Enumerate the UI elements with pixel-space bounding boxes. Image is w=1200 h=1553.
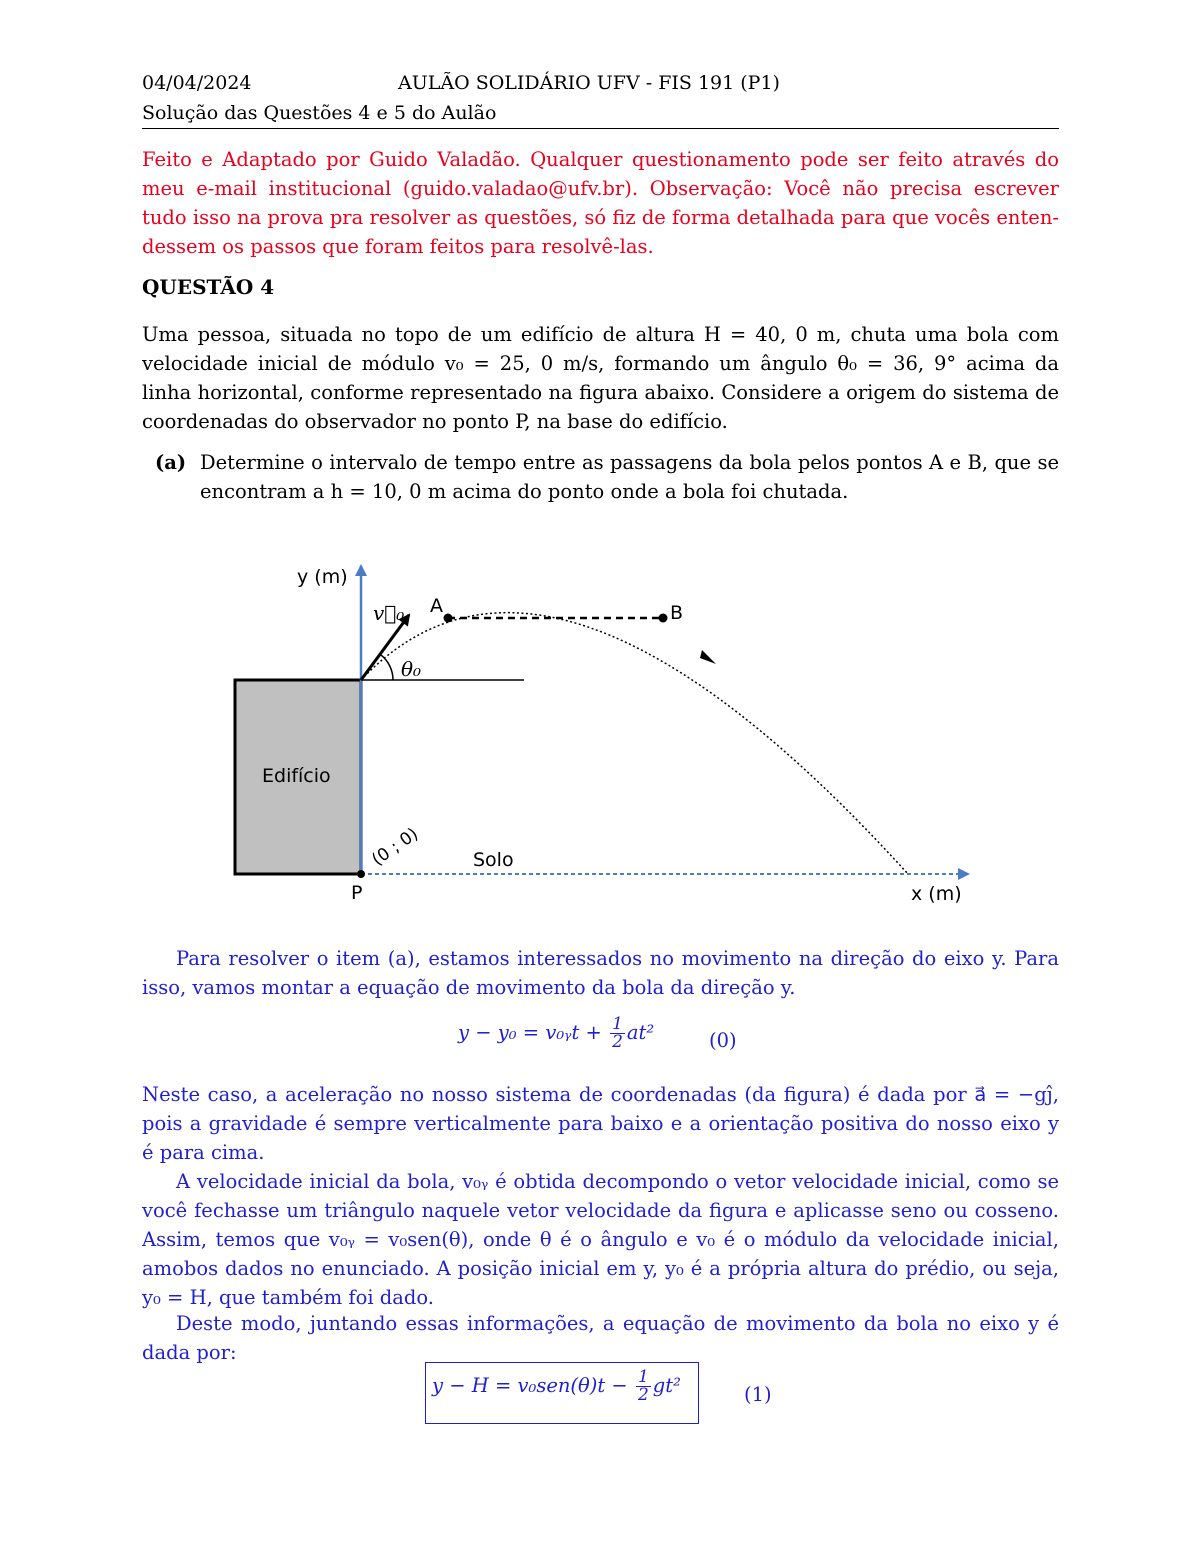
solution-paragraph-1	[142, 944, 1059, 1002]
header-subtitle: Solução das Questões 4 e 5 do Aulão	[142, 102, 497, 124]
intro-line: dessem os passos que foram feitos para resolvê-las.	[142, 235, 654, 258]
question-line: velocidade inicial de módulo v₀ = 25, 0 m/s, formando um ângulo θ₀ = 36, 9° acima da	[142, 352, 1059, 375]
eq1-left: y − H = v₀sen(θ)t −	[432, 1374, 628, 1397]
solution-line: você fechasse um triângulo naquele vetor velocidade da figura e aplicasse seno ou cosseno.	[142, 1199, 1059, 1222]
point-a-label: A	[430, 595, 443, 617]
question-line: coordenadas do observador no ponto P, na base do edifício.	[142, 410, 728, 433]
eq0-frac-num: 1	[612, 1014, 623, 1034]
solution-paragraph-3	[142, 1167, 1059, 1312]
intro-line: meu e-mail institucional (guido.valadao@ufv.br). Observação: Você não precisa escrever	[142, 177, 1059, 200]
solution-line: amobos dados no enunciado. A posição inicial em y, y₀ é a própria altura do prédio, ou seja,	[142, 1257, 1059, 1280]
item-a-label: (a)	[155, 451, 187, 474]
eq0-right: at²	[626, 1021, 655, 1044]
point-p-label: P	[351, 882, 363, 904]
equation-1-number: (1)	[744, 1383, 772, 1406]
eq0-left: y − y₀ = v₀ᵧt +	[458, 1021, 602, 1044]
intro-line: Feito e Adaptado por Guido Valadão. Qualquer questionamento pode ser feito através do	[142, 148, 1059, 171]
point-b-label: B	[670, 602, 684, 624]
question-line: linha horizontal, conforme representado na figura abaixo. Considere a origem do sistema de	[142, 381, 1059, 404]
eq0-fraction	[610, 1016, 625, 1051]
equation-1	[432, 1369, 681, 1404]
solution-line: pois a gravidade é sempre verticalmente para baixo e a orientação positiva do nosso eixo y	[142, 1112, 1059, 1135]
item-a-line: encontram a h = 10, 0 m acima do ponto onde a bola foi chutada.	[200, 480, 849, 503]
question-title: QUESTÃO 4	[142, 275, 275, 299]
equation-0-number: (0)	[709, 1029, 737, 1052]
solution-paragraph-2	[142, 1080, 1059, 1167]
solution-line: isso, vamos montar a equação de movimento da bola da direção y.	[142, 976, 796, 999]
item-a-line: Determine o intervalo de tempo entre as passagens da bola pelos pontos A e B, que se	[200, 451, 1059, 474]
header-date: 04/04/2024	[142, 72, 252, 94]
solution-line: Deste modo, juntando essas informações, a equação de movimento da bola no eixo y é	[176, 1312, 1059, 1335]
solution-paragraph-4	[142, 1309, 1059, 1367]
x-axis-label: x (m)	[911, 883, 962, 905]
point-a-marker	[444, 614, 453, 623]
point-p-marker	[357, 870, 365, 878]
trajectory-arrowhead	[700, 650, 716, 664]
header-course: AULÃO SOLIDÁRIO UFV - FIS 191 (P1)	[398, 72, 780, 94]
eq1-frac-den: 2	[637, 1385, 649, 1405]
solution-line: y₀ = H, que também foi dado.	[142, 1286, 434, 1309]
solution-line: A velocidade inicial da bola, v₀ᵧ é obtida decompondo o vetor velocidade inicial, como se	[176, 1170, 1059, 1193]
solution-line: Para resolver o item (a), estamos interessados no movimento na direção do eixo y. Para	[176, 947, 1059, 970]
question-line: Uma pessoa, situada no topo de um edifício de altura H = 40, 0 m, chuta uma bola com	[142, 323, 1059, 346]
y-axis-label: y (m)	[297, 566, 348, 588]
solution-line: é para cima.	[142, 1141, 265, 1164]
equation-0	[458, 1016, 654, 1051]
point-b-marker	[659, 614, 668, 623]
solution-line: Neste caso, a aceleração no nosso sistema de coordenadas (da figura) é dada por a⃗ = −gĵ,	[142, 1083, 1059, 1106]
angle-arc	[381, 655, 393, 680]
intro-line: tudo isso na prova pra resolver as questões, só fiz de forma detalhada para que vocês enten-	[142, 206, 1059, 229]
v0-label: v⃗₀	[373, 601, 405, 625]
theta0-label: θ₀	[401, 657, 422, 681]
eq0-frac-den: 2	[612, 1032, 623, 1052]
trajectory-path	[361, 613, 908, 874]
solution-line: Assim, temos que v₀ᵧ = v₀sen(θ), onde θ é o ângulo e v₀ é o módulo da velocidade inicial,	[142, 1228, 1059, 1251]
eq1-fraction	[636, 1369, 651, 1404]
solution-line: dada por:	[142, 1341, 237, 1364]
eq1-frac-num: 1	[637, 1367, 649, 1387]
eq1-right: gt²	[652, 1374, 681, 1397]
origin-label: (0 ; 0)	[368, 824, 423, 871]
building-label: Edifício	[262, 765, 331, 787]
ground-label: Solo	[473, 849, 514, 871]
